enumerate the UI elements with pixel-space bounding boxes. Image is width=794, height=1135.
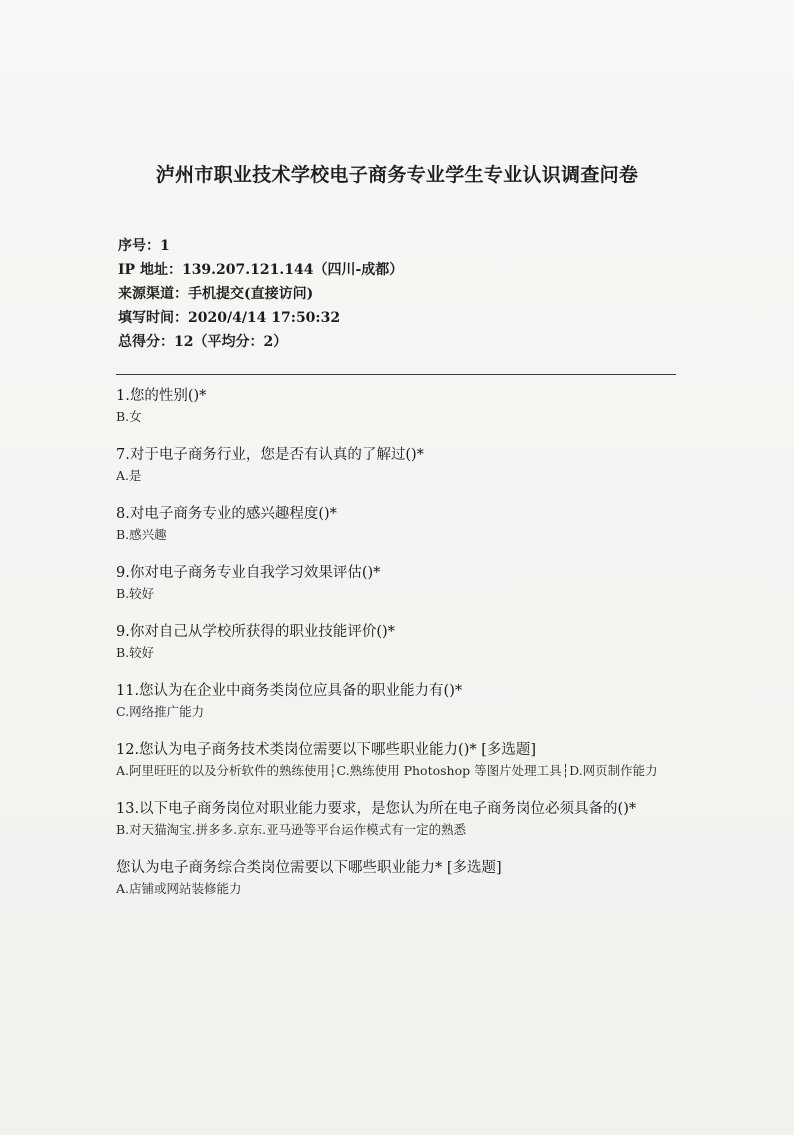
- question-item: [116, 386, 676, 427]
- meta-serial: 序号：1: [118, 238, 170, 254]
- meta-time: 填写时间：2020/4/14 17:50:32: [118, 310, 341, 326]
- question-title: 9.你对自己从学校所获得的职业技能评价()*: [116, 624, 395, 640]
- question-answer: B.对天猫淘宝.拼多多.京东.亚马逊等平台运作模式有一定的熟悉: [116, 822, 467, 837]
- question-answer: B.女: [116, 409, 142, 424]
- question-list: [116, 386, 676, 917]
- question-answer: A.阿里旺旺的以及分析软件的熟练使用┆C.熟练使用 Photoshop 等图片处理工具┆D.网页制作能力: [116, 763, 658, 778]
- question-item: [116, 622, 676, 663]
- question-item: [116, 740, 676, 781]
- question-answer: A.是: [116, 468, 142, 483]
- question-answer: B.感兴趣: [116, 527, 167, 542]
- question-answer: A.店铺或网站装修能力: [116, 881, 242, 896]
- question-answer: C.网络推广能力: [116, 704, 205, 719]
- meta-source: 来源渠道：手机提交(直接访问): [118, 286, 314, 302]
- meta-score: 总得分：12（平均分：2）: [118, 334, 288, 350]
- question-item: [116, 858, 676, 899]
- document-title: 泸州市职业技术学校电子商务专业学生专业认识调查问卷: [155, 164, 639, 186]
- question-title: 8.对电子商务专业的感兴趣程度()*: [116, 506, 337, 522]
- question-title: 11.您认为在企业中商务类岗位应具备的职业能力有()*: [116, 683, 463, 699]
- meta-ip: IP 地址：139.207.121.144（四川-成都）: [118, 262, 404, 278]
- question-item: [116, 504, 676, 545]
- question-title: 13.以下电子商务岗位对职业能力要求，是您认为所在电子商务岗位必须具备的()*: [116, 801, 637, 817]
- question-item: [116, 445, 676, 486]
- question-answer: B.较好: [116, 586, 155, 601]
- question-title: 9.你对电子商务专业自我学习效果评估()*: [116, 565, 381, 581]
- question-answer: B.较好: [116, 645, 155, 660]
- question-item: [116, 563, 676, 604]
- question-title: 您认为电子商务综合类岗位需要以下哪些职业能力* [多选题]: [116, 860, 502, 876]
- question-title: 1.您的性别()*: [116, 388, 207, 404]
- response-meta: [118, 234, 403, 354]
- divider: [116, 374, 676, 375]
- question-title: 12.您认为电子商务技术类岗位需要以下哪些职业能力()* [多选题]: [116, 742, 537, 758]
- question-item: [116, 799, 676, 840]
- question-item: [116, 681, 676, 722]
- question-title: 7.对于电子商务行业，您是否有认真的了解过()*: [116, 447, 424, 463]
